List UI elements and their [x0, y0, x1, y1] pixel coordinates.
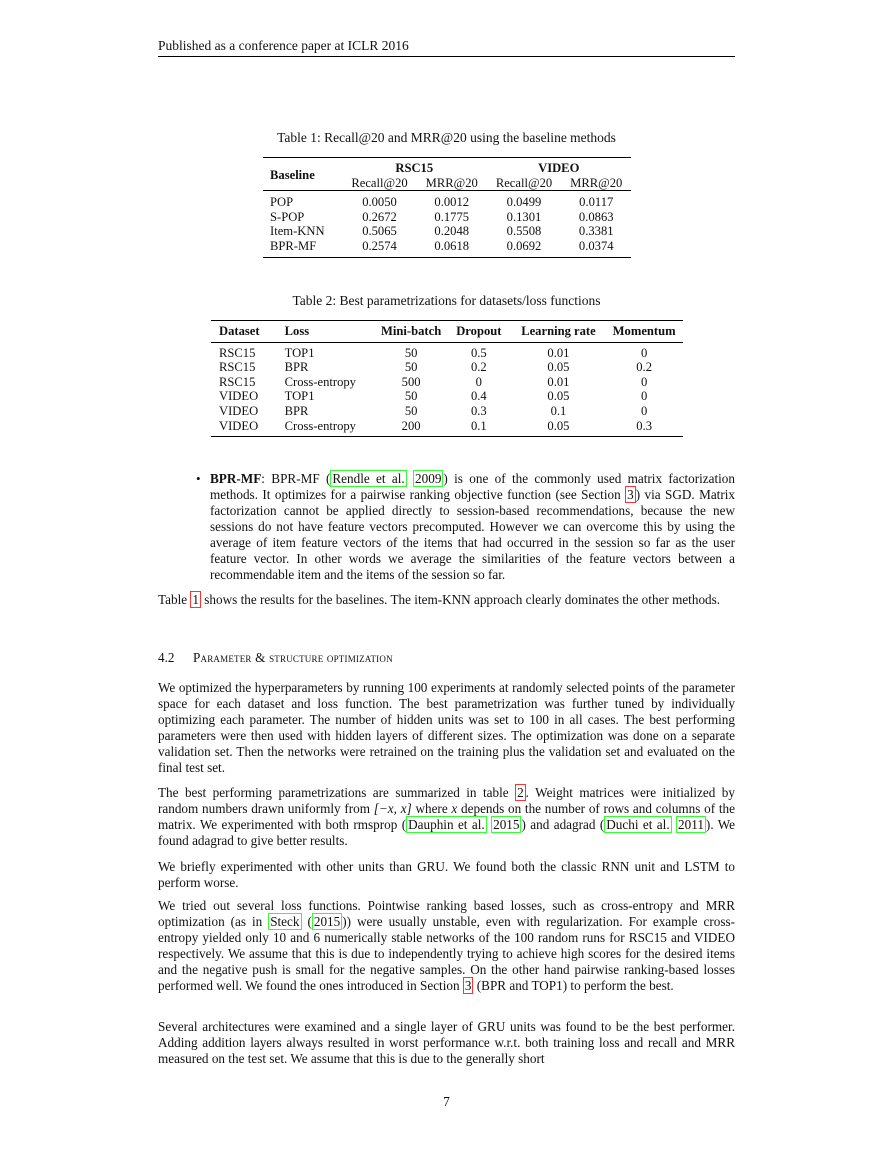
citation-link[interactable]: Steck	[270, 914, 300, 929]
table2-header: Momentum	[612, 324, 676, 338]
table-cell: 0.01	[547, 345, 570, 360]
table1-subheader: MRR@20	[425, 175, 478, 190]
table-cell: 0.1301	[506, 209, 542, 224]
section-heading	[158, 650, 393, 666]
table-cell: 0.0050	[362, 195, 397, 210]
text-span: We tried out several loss functions. Pointwise ranking based losses, such as cross-entropy and MRR optimization (as in	[158, 898, 735, 929]
bullet-term: BPR-MF	[210, 471, 262, 486]
math-expression: [−x, x]	[373, 801, 412, 816]
table-cell: Cross-entropy	[284, 418, 356, 433]
text-span: . Weight matrices were initialized by random numbers drawn uniformly from	[158, 785, 735, 816]
table2-header: Mini-batch	[381, 324, 442, 338]
table-cell: 0.0692	[506, 238, 542, 253]
table-cell: 0	[640, 403, 648, 418]
citation-link[interactable]: 2015	[313, 914, 341, 929]
citation-link[interactable]: Duchi et al.	[606, 817, 670, 832]
table-row	[263, 191, 631, 210]
table-cell: 0.2672	[362, 209, 397, 224]
table-cell: BPR	[284, 403, 309, 418]
table2-header: Dataset	[219, 324, 260, 338]
table-row	[211, 404, 683, 419]
table-cell: TOP1	[284, 389, 315, 404]
section-ref-link[interactable]: 3	[627, 487, 634, 502]
text-span: ) and adagrad (	[521, 817, 605, 832]
section-ref-link[interactable]: 3	[464, 978, 472, 993]
table2-header: Dropout	[456, 324, 502, 338]
table-row	[211, 419, 683, 437]
table2-header: Loss	[284, 324, 310, 338]
text-span: : BPR-MF (	[261, 471, 331, 486]
table-row	[263, 224, 631, 239]
table-ref-link[interactable]: 2	[517, 785, 524, 800]
table-cell: BPR-MF	[270, 238, 317, 253]
paragraph-table1-results	[158, 592, 735, 608]
table-cell: 200	[401, 418, 421, 433]
running-header: Published as a conference paper at ICLR 2016	[158, 37, 735, 57]
text-span: shows the results for the baselines. The item-KNN approach clearly dominates the other methods.	[201, 592, 721, 607]
text-span: Table	[158, 592, 191, 607]
table-cell: 0	[475, 374, 482, 389]
table-ref-link[interactable]: 1	[192, 592, 199, 607]
table-cell: 0.5	[470, 345, 487, 360]
table-cell: 0	[640, 389, 648, 404]
text-span: (BPR and TOP1) to perform the best.	[473, 978, 674, 993]
table-cell: 0.0499	[506, 195, 542, 210]
text-span: depends on the number of rows and columns of the matrix. We experimented with both rmsprop (	[158, 801, 736, 832]
table-cell: 0	[640, 345, 648, 360]
table-cell: VIDEO	[219, 389, 259, 404]
table-row	[211, 342, 683, 360]
table-cell: 0.1	[550, 403, 567, 418]
citation-link[interactable]: 2015	[493, 817, 520, 832]
bullet-text	[210, 471, 735, 583]
table1-header-baseline: Baseline	[270, 168, 315, 183]
table-cell: RSC15	[219, 345, 256, 360]
table-cell: 0.5065	[362, 224, 397, 239]
table-cell: 50	[404, 360, 418, 375]
paragraph-architectures: Several architectures were examined and a single layer of GRU units was found to be the best performer. Adding addition layers always resulted in worst performance w.r.t. both training loss and recall and MRR measured on the test set. We assume that this is due to the generally short	[158, 1019, 735, 1066]
table-cell: RSC15	[219, 360, 256, 375]
table-cell: 50	[404, 389, 418, 404]
table-cell: 0.0618	[434, 238, 470, 253]
text-span: The best performing parametrizations are summarized in table	[158, 785, 516, 800]
text-span: )) were usually unstable, even with regularization. For example cross-entropy yielded only 10 and 6 numerically stable networks of the 100 random runs for RSC15 and VIDEO respectively. We assume that this is due to independently trying to achieve high scores for the desired items and the negative push is small for the negative samples. On the other hand pairwise ranking-based losses performed well. We found the ones introduced in Section	[158, 914, 735, 993]
table-cell: 0.3	[470, 403, 487, 418]
text-span: ) is one of the commonly used matrix factorization methods. It optimizes for a pairwise ranking objective function (see Section	[210, 471, 735, 502]
table1-header-group: RSC15	[395, 161, 434, 175]
citation-link[interactable]: Dauphin et al.	[408, 817, 485, 832]
citation-link[interactable]: 2009	[415, 471, 442, 486]
paragraph-parametrizations	[158, 785, 735, 849]
table-cell: 0.2574	[362, 238, 397, 253]
table-cell: 0.05	[547, 360, 570, 375]
table-cell: S-POP	[270, 209, 305, 224]
table-cell: 500	[401, 374, 421, 389]
table-cell: 50	[404, 403, 418, 418]
table2	[211, 320, 683, 437]
table-cell: VIDEO	[219, 418, 259, 433]
table1-subheader: MRR@20	[570, 175, 623, 190]
table-cell: 0.01	[547, 374, 570, 389]
table-cell: 0.1775	[434, 209, 470, 224]
table-cell: 0.05	[547, 418, 570, 433]
page-number: 7	[443, 1094, 450, 1109]
table-row	[211, 375, 683, 390]
paragraph-other-units: We briefly experimented with other units than GRU. We found both the classic RNN unit and LSTM to perform worse.	[158, 859, 735, 890]
table-cell: 0.4	[470, 389, 487, 404]
table-row	[263, 210, 631, 225]
table1-caption: Table 1: Recall@20 and MRR@20 using the baseline methods	[277, 130, 616, 145]
table-cell: 50	[404, 345, 418, 360]
table-cell: Item-KNN	[270, 224, 325, 239]
table-cell: 0	[640, 374, 648, 389]
table-cell: Cross-entropy	[284, 374, 356, 389]
table-cell: 0.1	[470, 418, 487, 433]
table-cell: 0.3	[636, 418, 652, 433]
table1-subheader: Recall@20	[495, 175, 553, 190]
table-row	[211, 389, 683, 404]
bullet-dot: •	[196, 471, 201, 486]
table-cell: VIDEO	[219, 403, 259, 418]
table-row	[211, 360, 683, 375]
table2-header: Learning rate	[521, 324, 596, 338]
citation-link[interactable]: Rendle et al.	[332, 471, 405, 486]
text-span: where	[411, 801, 452, 816]
table-cell: 0.05	[547, 389, 570, 404]
section-title: Parameter & structure optimization	[193, 650, 393, 665]
table-cell: 0.3381	[578, 224, 614, 239]
table-cell: 0.5508	[506, 224, 542, 239]
table-cell: 0.0863	[578, 209, 614, 224]
paragraph-hyperparameters: We optimized the hyperparameters by running 100 experiments at randomly selected points of the parameter space for each dataset and loss function. The best parametrization was further tuned by individually optimizing each parameter. The number of hidden units was set to 100 in all cases. The best performing parameters were then used with hidden layers of different sizes. The optimization was done on a separate validation set. Then the networks were retrained on the training plus the validation set and evaluated on the final test set.	[158, 680, 735, 775]
text-span: ). We found adagrad to give better results.	[158, 817, 736, 848]
table1	[263, 157, 631, 258]
text-span: ) via SGD. Matrix factorization cannot be applied directly to session-based recommendations, because the new sessions do not have feature vectors precomputed. However we can overcome this by using the average of item feature vectors of the items that had occurred in the session so far as the user feature vector. In other words we average the similarities of the feature vectors between a recommendable item and the items of the session so far.	[210, 487, 735, 582]
table-cell: POP	[270, 195, 294, 210]
table2-caption: Table 2: Best parametrizations for datasets/loss functions	[292, 293, 601, 308]
table-cell: 0.0117	[579, 195, 614, 210]
table-cell: BPR	[284, 360, 309, 375]
table-cell: 0.2	[470, 360, 487, 375]
table-cell: 0.0012	[434, 195, 470, 210]
table-cell: RSC15	[219, 374, 256, 389]
paragraph-loss-functions	[158, 898, 735, 994]
table-cell: 0.0374	[578, 238, 614, 253]
table-cell: TOP1	[284, 345, 315, 360]
table-row	[263, 239, 631, 257]
table-cell: 0.2048	[434, 224, 470, 239]
table1-header-group: VIDEO	[538, 161, 580, 175]
section-number: 4.2	[158, 650, 175, 665]
table1-subheader: Recall@20	[351, 175, 408, 190]
text-span: (	[301, 914, 312, 929]
table-cell: 0.2	[636, 360, 652, 375]
citation-link[interactable]: 2011	[678, 817, 704, 832]
math-variable: x	[451, 801, 458, 816]
